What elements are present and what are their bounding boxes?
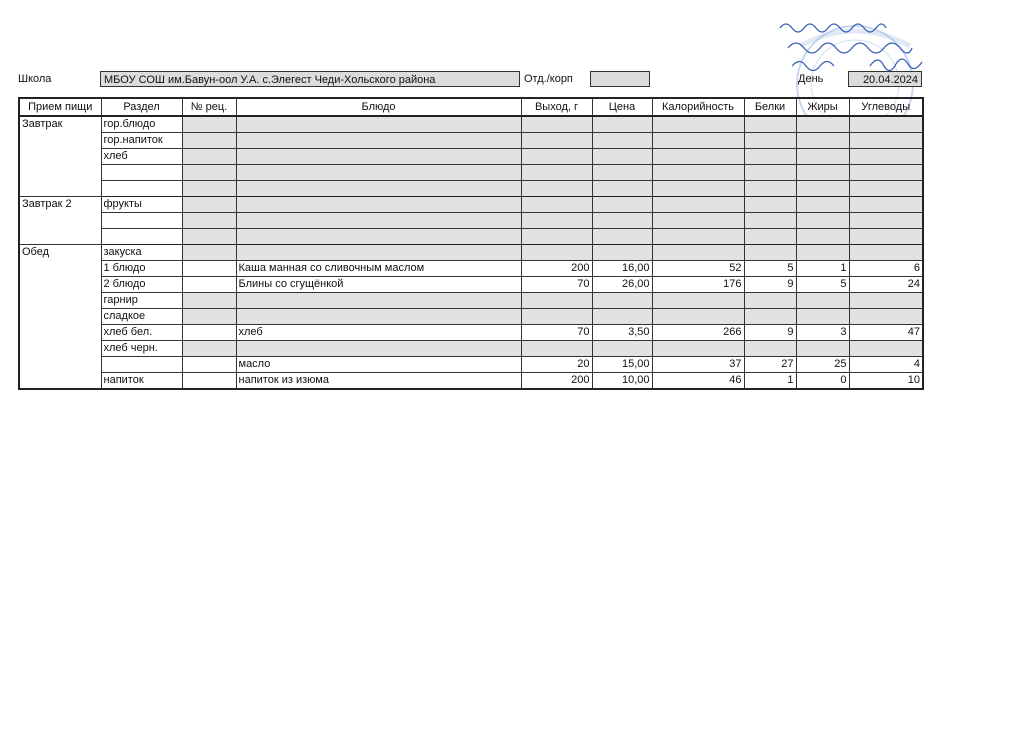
cell-prot (744, 149, 796, 165)
cell-yield (521, 133, 592, 149)
cell-section: гор.блюдо (101, 116, 182, 133)
cell-prot (744, 197, 796, 213)
col-header-dish: Блюдо (236, 98, 521, 116)
cell-dish (236, 149, 521, 165)
col-header-calories: Калорийность (652, 98, 744, 116)
cell-fat (796, 341, 849, 357)
table-row (19, 293, 923, 309)
col-header-fat: Жиры (796, 98, 849, 116)
cell-section (101, 181, 182, 197)
cell-cal (652, 165, 744, 181)
cell-cal (652, 293, 744, 309)
cell-fat (796, 181, 849, 197)
cell-carb (849, 213, 923, 229)
cell-carb: 4 (849, 357, 923, 373)
col-header-price: Цена (592, 98, 652, 116)
cell-price (592, 197, 652, 213)
cell-section (101, 165, 182, 181)
cell-price (592, 341, 652, 357)
cell-dish (236, 245, 521, 261)
cell-rec (182, 245, 236, 261)
cell-prot (744, 309, 796, 325)
cell-cal (652, 245, 744, 261)
cell-dish: Блины со сгущёнкой (236, 277, 521, 293)
table-row (19, 277, 923, 293)
cell-prot: 27 (744, 357, 796, 373)
meal-name-cell: Завтрак 2 (19, 197, 101, 245)
cell-fat (796, 229, 849, 245)
cell-yield: 20 (521, 357, 592, 373)
cell-dish (236, 293, 521, 309)
cell-prot (744, 133, 796, 149)
cell-carb (849, 341, 923, 357)
cell-dish (236, 133, 521, 149)
cell-yield (521, 213, 592, 229)
cell-yield (521, 293, 592, 309)
cell-cal (652, 229, 744, 245)
school-label: Школа (18, 73, 52, 85)
cell-yield (521, 165, 592, 181)
cell-rec (182, 165, 236, 181)
cell-fat: 3 (796, 325, 849, 341)
table-row (19, 133, 923, 149)
cell-prot: 5 (744, 261, 796, 277)
cell-cal: 37 (652, 357, 744, 373)
day-label: День (798, 73, 824, 85)
cell-section: 2 блюдо (101, 277, 182, 293)
cell-fat (796, 245, 849, 261)
cell-section: сладкое (101, 309, 182, 325)
cell-dish (236, 341, 521, 357)
cell-rec (182, 133, 236, 149)
table-row (19, 341, 923, 357)
table-row (19, 357, 923, 373)
cell-cal: 176 (652, 277, 744, 293)
cell-rec (182, 309, 236, 325)
meal-name-cell: Завтрак (19, 116, 101, 197)
cell-rec (182, 261, 236, 277)
cell-fat (796, 165, 849, 181)
cell-carb (849, 293, 923, 309)
cell-fat (796, 309, 849, 325)
branch-field (590, 71, 650, 87)
cell-carb (849, 165, 923, 181)
cell-prot (744, 229, 796, 245)
menu-table-body (19, 116, 923, 389)
cell-yield (521, 181, 592, 197)
cell-rec (182, 197, 236, 213)
cell-cal (652, 181, 744, 197)
cell-prot (744, 116, 796, 133)
cell-dish (236, 309, 521, 325)
branch-label: Отд./корп (524, 73, 573, 85)
cell-carb (849, 181, 923, 197)
cell-fat: 0 (796, 373, 849, 390)
col-header-section: Раздел (101, 98, 182, 116)
cell-prot (744, 293, 796, 309)
table-row (19, 213, 923, 229)
cell-rec (182, 277, 236, 293)
col-header-protein: Белки (744, 98, 796, 116)
cell-price (592, 181, 652, 197)
cell-section: гарнир (101, 293, 182, 309)
cell-section: гор.напиток (101, 133, 182, 149)
cell-price: 3,50 (592, 325, 652, 341)
cell-carb: 6 (849, 261, 923, 277)
cell-cal (652, 116, 744, 133)
cell-prot (744, 213, 796, 229)
cell-cal: 52 (652, 261, 744, 277)
cell-price (592, 245, 652, 261)
cell-rec (182, 373, 236, 390)
cell-prot: 1 (744, 373, 796, 390)
cell-dish (236, 181, 521, 197)
cell-yield (521, 309, 592, 325)
table-header-row (19, 98, 923, 116)
cell-fat (796, 133, 849, 149)
table-row (19, 229, 923, 245)
cell-rec (182, 341, 236, 357)
cell-section: хлеб (101, 149, 182, 165)
cell-yield (521, 197, 592, 213)
cell-carb: 24 (849, 277, 923, 293)
cell-carb: 47 (849, 325, 923, 341)
menu-table (18, 97, 924, 390)
col-header-meal: Прием пищи (19, 98, 101, 116)
table-row (19, 325, 923, 341)
cell-section (101, 213, 182, 229)
cell-price (592, 165, 652, 181)
cell-rec (182, 357, 236, 373)
cell-cal (652, 133, 744, 149)
cell-carb (849, 116, 923, 133)
cell-section: фрукты (101, 197, 182, 213)
cell-cal: 46 (652, 373, 744, 390)
cell-rec (182, 229, 236, 245)
cell-fat: 1 (796, 261, 849, 277)
cell-rec (182, 325, 236, 341)
cell-fat (796, 149, 849, 165)
cell-fat: 5 (796, 277, 849, 293)
cell-dish: Каша манная со сливочным маслом (236, 261, 521, 277)
cell-price (592, 309, 652, 325)
cell-section: 1 блюдо (101, 261, 182, 277)
cell-price: 16,00 (592, 261, 652, 277)
cell-dish: напиток из изюма (236, 373, 521, 390)
cell-rec (182, 213, 236, 229)
cell-rec (182, 293, 236, 309)
cell-yield (521, 149, 592, 165)
cell-carb (849, 133, 923, 149)
cell-dish (236, 197, 521, 213)
table-row (19, 373, 923, 390)
cell-fat (796, 213, 849, 229)
cell-price (592, 116, 652, 133)
cell-dish (236, 165, 521, 181)
cell-rec (182, 149, 236, 165)
cell-price (592, 213, 652, 229)
cell-section: напиток (101, 373, 182, 390)
cell-dish: масло (236, 357, 521, 373)
cell-price: 26,00 (592, 277, 652, 293)
cell-dish: хлеб (236, 325, 521, 341)
cell-cal (652, 341, 744, 357)
table-row (19, 197, 923, 213)
cell-price (592, 229, 652, 245)
table-row (19, 149, 923, 165)
cell-prot: 9 (744, 277, 796, 293)
cell-section (101, 229, 182, 245)
cell-yield: 200 (521, 373, 592, 390)
cell-yield (521, 341, 592, 357)
cell-rec (182, 116, 236, 133)
col-header-carbs: Углеводы (849, 98, 923, 116)
cell-prot (744, 181, 796, 197)
school-name-field: МБОУ СОШ им.Бавун-оол У.А. с.Элегест Чеди-Хольского района (100, 71, 520, 87)
cell-fat: 25 (796, 357, 849, 373)
cell-section (101, 357, 182, 373)
table-row (19, 116, 923, 133)
col-header-recipe-no: № рец. (182, 98, 236, 116)
cell-prot (744, 245, 796, 261)
meal-name-cell: Обед (19, 245, 101, 390)
cell-fat (796, 197, 849, 213)
cell-price (592, 133, 652, 149)
cell-carb (849, 245, 923, 261)
table-row (19, 309, 923, 325)
cell-cal (652, 149, 744, 165)
cell-carb (849, 229, 923, 245)
cell-yield (521, 229, 592, 245)
table-row (19, 165, 923, 181)
cell-cal (652, 197, 744, 213)
cell-prot (744, 341, 796, 357)
cell-cal: 266 (652, 325, 744, 341)
cell-price (592, 149, 652, 165)
cell-dish (236, 213, 521, 229)
cell-carb (849, 197, 923, 213)
cell-section: закуска (101, 245, 182, 261)
cell-yield (521, 116, 592, 133)
cell-section: хлеб черн. (101, 341, 182, 357)
cell-price: 10,00 (592, 373, 652, 390)
table-row (19, 261, 923, 277)
cell-rec (182, 181, 236, 197)
cell-yield: 70 (521, 325, 592, 341)
cell-price (592, 293, 652, 309)
table-row (19, 181, 923, 197)
cell-section: хлеб бел. (101, 325, 182, 341)
table-row (19, 245, 923, 261)
cell-cal (652, 309, 744, 325)
cell-carb (849, 309, 923, 325)
cell-yield: 70 (521, 277, 592, 293)
cell-yield (521, 245, 592, 261)
cell-carb (849, 149, 923, 165)
cell-price: 15,00 (592, 357, 652, 373)
cell-cal (652, 213, 744, 229)
day-field: 20.04.2024 (848, 71, 922, 87)
col-header-yield: Выход, г (521, 98, 592, 116)
cell-yield: 200 (521, 261, 592, 277)
cell-dish (236, 116, 521, 133)
cell-dish (236, 229, 521, 245)
cell-prot (744, 165, 796, 181)
cell-fat (796, 116, 849, 133)
cell-fat (796, 293, 849, 309)
cell-prot: 9 (744, 325, 796, 341)
cell-carb: 10 (849, 373, 923, 390)
